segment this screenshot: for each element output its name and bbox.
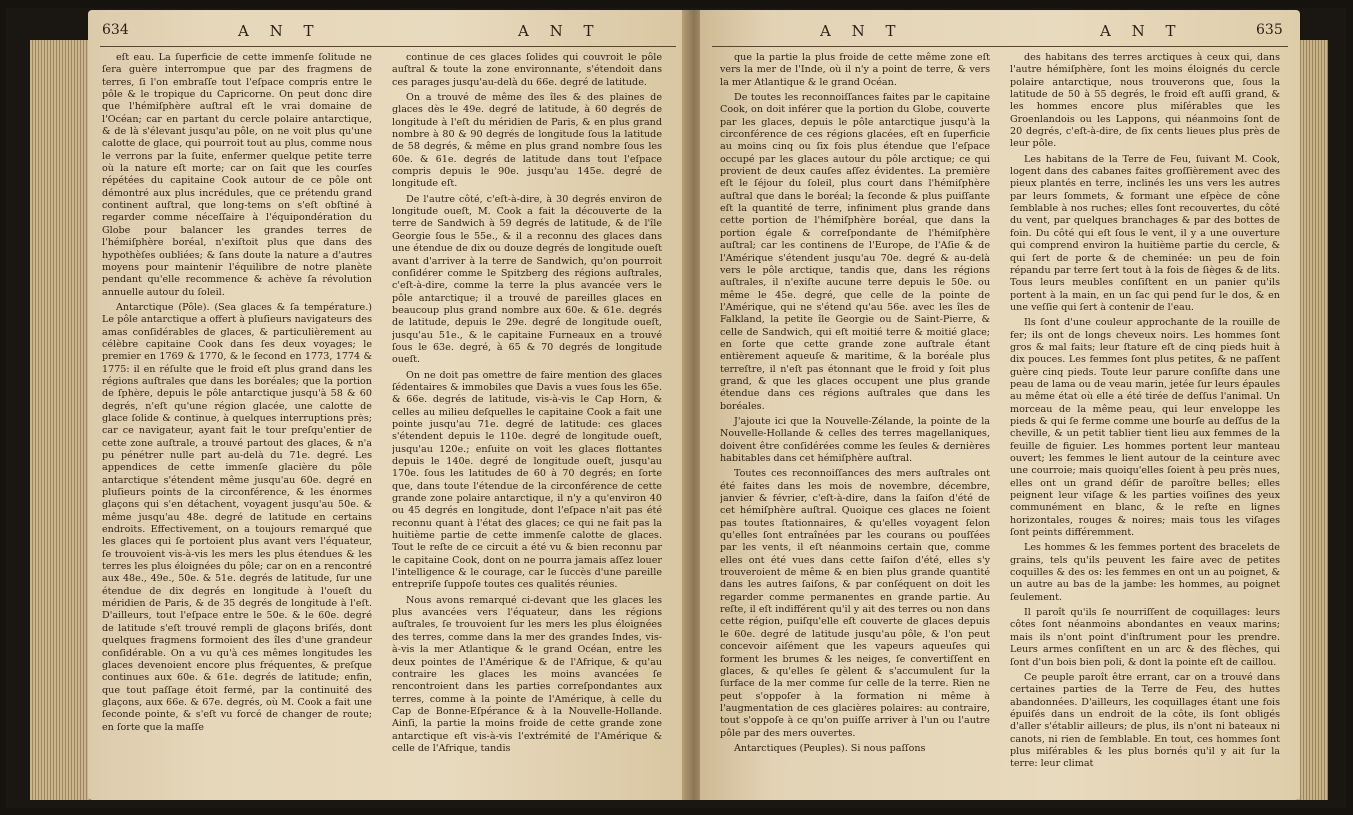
paragraph: Ils ſont d'une couleur approchante de la rouille de fer; ils ont de longs cheveux noirs. Les hommes ſont gros & mal faits; leur ſtature eſt de cinq pieds huit à dix pouces. Les femmes ſont plus petites, & ne paſſent guère cinq pieds. Toute leur parure conſiſte dans une peau de lama ou de veau marin, jetée ſur leurs épaules au même état où elle a été tirée de deſſus l'animal. Un morceau de la même peau, qui leur enveloppe les pieds & qui ſe ferme comme une bourſe au deſſus de la cheville, & un petit tablier tient lieu aux femmes de la feuille de figuier. Les hommes portent leur manteau ouvert; les femmes le lient autour de la ceinture avec une courroie; mais quoiqu'elles ſoient à peu près nues, elles ont un grand déſir de paroître belles; elles peignent leur viſage & les parties voiſines des yeux communément en blanc, & le reſte en lignes horizontales, rouges & noires; mais tous les viſages ſont peints différemment. [1010, 317, 1280, 539]
text-column-1 [102, 52, 372, 792]
paragraph: eſt eau. La ſuperficie de cette immenſe ſolitude ne ſera guère interrompue que par des fragmens de terres, ſi l'on embraſſe tout l'eſpace compris entre le pôle & le tropique du Capricorne. On peut donc dire que l'hémiſphère auſtral eſt le vrai domaine de l'Océan; car en partant du cercle polaire antarctique, & de là s'élevant jusqu'au pôle, on ne voit plus qu'une calotte de glace, qui pourroit tout au plus, comme nous le verrons par la ſuite, enfermer quelque petite terre où la nature eſt morte; car on ſait que les courſes répétées du capitaine Cook autour de ce pôle ont démontré aux plus incrédules, que ce prétendu grand continent auſtral, que long-tems on s'eſt obſtiné à regarder comme néceſſaire à l'équipondération du Globe pour balancer les grandes terres de l'hémiſphère boréal, n'exiſtoit plus que dans des hypothèſes oubliées; & ſans doute la nature a d'autres moyens pour maintenir l'équilibre de notre planète pendant qu'elle recommence & achève ſa révolution annuelle autour du ſoleil. [102, 52, 372, 298]
header-rule [712, 46, 1288, 47]
paragraph: des habitans des terres arctiques à ceux qui, dans l'autre hémiſphère, ſont les moins éloignés du cercle polaire antarctique, nous trouverons que, ſous la latitude de 50 à 55 degrés, le froid eſt auſſi grand, & les hommes encore plus miſérables que les Groenlandois ou les Lappons, qui néanmoins ſont de 20 degrés, c'eſt-à-dire, de ſix cents lieues plus près de leur pôle. [1010, 52, 1280, 150]
text-column-1 [720, 52, 990, 792]
running-head-left: A N T [820, 22, 904, 40]
header-rule [100, 46, 676, 47]
text-column-2 [392, 52, 662, 792]
running-head-right: A N T [518, 22, 602, 40]
paragraph: Toutes ces reconnoiſſances des mers auſtrales ont été faites dans les mois de novembre, décembre, janvier & février, c'eſt-à-dire, dans la ſaiſon d'été de cet hémiſphère auſtral. Quoique ces glaces ne ſoient pas toutes ſtationnaires, & qu'elles voyagent ſelon qu'elles ſont entraînées par les courans ou pouſſées par les vents, il eſt néanmoins certain que, comme elles ont été vues dans cette ſaiſon d'été, elles s'y trouveroient de même & en bien plus grande quantité dans les autres ſaiſons, & par conſéquent on doit les regarder comme permanentes en grande partie. Au reſte, il eſt indifférent qu'il y ait des terres ou non dans cette région, puiſqu'elle eſt couverte de glaces depuis le 60e. degré de latitude jusqu'au pôle, & l'on peut concevoir aiſément que les vapeurs aqueuſes qui forment les brumes & les neiges, ſe convertiſſent en glaces, & qu'elles ſe gèlent & s'accumulent ſur la ſurface de la mer comme ſur celle de la terre. Rien ne peut s'oppoſer à la formation ni même à l'augmentation de ces glacières polaires: au contraire, tout s'oppoſe à ce qu'on puiſſe arriver à l'un ou l'autre pôle par des mers ouvertes. [720, 468, 990, 739]
paragraph: J'ajoute ici que la Nouvelle-Zélande, la pointe de la Nouvelle-Hollande & celles des terres magellaniques, doivent être conſidérées comme les ſeules & dernières habitables dans cet hémiſphère auſtral. [720, 415, 990, 464]
paragraph: que la partie la plus froide de cette même zone eſt vers la mer de l'Inde, où il n'y a point de terre, & vers la mer Atlantique & le grand Océan. [720, 52, 990, 88]
paragraph: Ce peuple paroît être errant, car on a trouvé dans certaines parties de la Terre de Feu, des huttes abandonnées. D'ailleurs, les coquillages étant une fois épuiſés dans un endroit de la côte, ils ſont obligés d'aller s'établir ailleurs; de plus, ils n'ont ni bateaux ni canots, ni rien de ſemblable. En tout, ces hommes ſont plus miſérables & les plus bornés qu'il y ait ſur la terre: leur climat [1010, 671, 1280, 770]
paragraph: De toutes les reconnoiſſances faites par le capitaine Cook, on doit inférer que la portion du Globe, couverte par les glaces, depuis le pôle antarctique jusqu'à la circonférence de ces régions glacées, eſt en ſuperficie au moins cinq ou ſix fois plus étendue que l'eſpace occupé par les glaces autour du pôle arctique; ce qui provient de deux cauſes aſſez évidentes. La première eſt le ſéjour du ſoleil, plus court dans l'hémiſphère auſtral que dans le boréal; la ſeconde & plus puiſſante eſt la quantité de terre, infiniment plus grande dans cette portion de l'hémiſphère boréal, que dans la portion égale & correſpondante de l'hémiſphère auſtral; car les continens de l'Europe, de l'Aſie & de l'Amérique s'étendent jusqu'au 70e. degré & au-delà vers le pôle arctique, tandis que, dans les régions auſtrales, il n'exiſte aucune terre depuis le 50e. ou même le 45e. degré, que celle de la pointe de l'Amérique, qui ne s'étend qu'au 56e. avec les îles de Falkland, la petite île Georgie ou de Saint-Pierre, & celle de Sandwich, qui eſt moitié terre & moitié glace; en ſorte que cette grande zone auſtrale étant entièrement aqueuſe & maritime, & la boréale plus terreſtre, il n'eſt pas étonnant que le froid y ſoit plus grand, & que les glaces occupent une plus grande étendue dans ces régions auſtrales que dans les boréales. [720, 92, 990, 412]
paragraph: De l'autre côté, c'eſt-à-dire, à 30 degrés environ de longitude oueſt, M. Cook a fait la découverte de la terre de Sandwich à 59 degrés de latitude, & de l'île Georgie ſous le 55e., & il a reconnu des glaces dans une étendue de dix ou douze degrés de longitude oueſt avant d'arriver à la terre de Sandwich, qu'on pourroit conſidérer comme le Spitzberg des régions auſtrales, c'eſt-à-dire, comme la terre la plus avancée vers le pôle antarctique; il a trouvé de pareilles glaces en beaucoup plus grand nombre aux 60e. & 61e. degrés de latitude, depuis le 29e. degré de longitude oueſt, jusqu'au 51e., & le capitaine Furneaux en a trouvé ſous le 63e. degré, à 65 & 70 degrés de longitude oueſt. [392, 193, 662, 366]
page-edges-right [1298, 40, 1328, 800]
paragraph: Antarctique (Pôle). (Sea glaces & ſa température.) Le pôle antarctique a offert à pluſieurs navigateurs des amas conſidérables de glaces, & particulièrement au célèbre capitaine Cook dans ſes deux voyages; le premier en 1769 & 1770, & le ſecond en 1773, 1774 & 1775: il en réſulte que le froid eſt plus grand dans les régions auſtrales que dans les boréales; que la portion de ſphère, depuis le pôle antarctique jusqu'à 58 & 60 degrés, n'eſt qu'une région glacée, une calotte de glace ſolide & continue, à quelques interruptions près; car ce navigateur, ayant fait le tour preſqu'entier de cette zone auſtrale, a trouvé partout des glaces, & n'a pu pénétrer nulle part au-delà du 71e. degré. Les appendices de cette immenſe glacière du pôle antarctique s'étendent même jusqu'au 60e. degré en pluſieurs points de la circonférence, & les énormes glaçons qui s'en détachent, voyagent jusqu'au 50e. & même jusqu'au 48e. degré de latitude en certains endroits. Effectivement, on a toujours remarqué que les glaces qui ſe portoient plus avant vers l'équateur, ſe trouvoient vis-à-vis les mers les plus étendues & les terres les plus éloignées du pôle; car on en a rencontré aux 48e., 49e., 50e. & 51e. degrés de latitude, ſur une étendue de dix degrés en longitude à l'oueſt du méridien de Paris, & de 35 degrés de longitude à l'eſt. D'ailleurs, tout l'eſpace entre le 50e. & le 60e. degré de latitude s'eſt trouvé rempli de glaçons briſés, dont quelques fragmens formoient des îles d'une grandeur conſidérable. On a vu qu'à ces mêmes longitudes les glaces devenoient encore plus fréquentes, & preſque continues aux 60e. & 61e. degrés de latitude; enfin, que tout paſſage étoit fermé, par la continuité des glaçons, aux 66e. & 67e. degrés, où M. Cook a fait une ſeconde pointe, & s'eſt vu forcé de changer de route; en ſorte que la maſſe [102, 301, 372, 733]
paragraph: Nous avons remarqué ci-devant que les glaces les plus avancées vers l'équateur, dans les régions auſtrales, ſe trouvoient ſur les mers les plus éloignées des terres, comme dans la mer des grandes Indes, vis-à-vis la mer Atlantique & le grand Océan, entre les deux pointes de l'Amérique & de l'Afrique, & qu'au contraire les glaces les moins avancées ſe rencontroient dans les parties correſpondantes aux terres, comme à la pointe de l'Amérique, à celle du Cap de Bonne-Eſpérance & à la Nouvelle-Hollande. Ainſi, la partie la moins froide de cette grande zone antarctique eſt vis-à-vis l'extrémité de l'Amérique & celle de l'Afrique, tandis [392, 594, 662, 754]
right-page [700, 10, 1300, 800]
page-edges-left [30, 40, 90, 800]
paragraph: On a trouvé de même des îles & des plaines de glaces dès le 49e. degré de latitude, à 60 degrés de longitude à l'eſt du méridien de Paris, & en plus grand nombre à 80 & 90 degrés de longitude ſous la latitude de 58 degrés, & même en plus grand nombre ſous les 60e. & 61e. degrés de latitude dans tout l'eſpace compris depuis le 90e. jusqu'au 145e. degré de longitude eſt. [392, 92, 662, 190]
running-head-left: A N T [238, 22, 322, 40]
text-column-2 [1010, 52, 1280, 792]
paragraph: Il paroît qu'ils ſe nourriſſent de coquillages: leurs côtes ſont néanmoins abondantes en veaux marins; mais ils n'ont point d'inſtrument pour les prendre. Leurs armes conſiſtent en un arc & des flèches, qui ſont d'un bois bien poli, & dont la pointe eſt de caillou. [1010, 607, 1280, 668]
page-number: 634 [102, 22, 129, 38]
paragraph: On ne doit pas omettre de faire mention des glaces ſédentaires & immobiles que Davis a vues ſous les 65e. & 66e. degrés de latitude, vis-à-vis le Cap Horn, & celles au milieu deſquelles le capitaine Cook a fait une pointe jusqu'au 71e. degré de latitude: ces glaces s'étendent depuis le 110e. degré de longitude oueſt, jusqu'au 120e.; enſuite on voit les glaces flottantes depuis le 140e. degré de longitude oueſt, jusqu'au 170e. ſous les latitudes de 60 à 70 degrés; en ſorte que, dans toute l'étendue de la circonférence de cette grande zone polaire antarctique, il n'y a qu'environ 40 ou 45 degrés en longitude, dont l'eſpace n'ait pas été reconnu quant à l'état des glaces; ce qui ne fait pas la huitième partie de cette immenſe calotte de glaces. Tout le reſte de ce circuit a été vu & bien reconnu par le capitaine Cook, dont on ne pourra jamais aſſez louer l'intelligence & le courage, car le ſuccès d'une pareille entrepriſe ſuppoſe toutes ces qualités réunies. [392, 369, 662, 591]
paragraph: Les habitans de la Terre de Feu, ſuivant M. Cook, logent dans des cabanes faites groſſièrement avec des pieux plantés en terre, inclinés les uns vers les autres par leurs ſommets, & formant une eſpèce de cône ſemblable à nos ruches; elles ſont recouvertes, du côté du vent, par quelques branchages & par des bottes de foin. Du côté qui eſt ſous le vent, il y a une ouverture qui comprend environ la huitième partie du cercle, & qui ſert de porte & de cheminée: un peu de foin répandu par terre ſert tout à la fois de ſièges & de lits. Tous leurs meubles conſiſtent en un panier qu'ils portent à la main, en un ſac qui pend ſur le dos, & en une veſſie qui ſert à contenir de l'eau. [1010, 153, 1280, 313]
paragraph: continue de ces glaces ſolides qui couvroit le pôle auſtral & toute la zone environnante, s'étendoit dans ces parages jusqu'au-delà du 66e. degré de latitude. [392, 52, 662, 88]
page-number: 635 [1256, 22, 1283, 38]
running-head-right: A N T [1100, 22, 1184, 40]
left-page [88, 10, 688, 800]
paragraph: Les hommes & les femmes portent des bracelets de grains, tels qu'ils peuvent les faire avec de petites coquilles & des os: les femmes en ont un au poignet, & un autre au bas de la jambe: les hommes, au poignet ſeulement. [1010, 542, 1280, 603]
paragraph: Antarctiques (Peuples). Si nous paſſons [734, 742, 926, 754]
